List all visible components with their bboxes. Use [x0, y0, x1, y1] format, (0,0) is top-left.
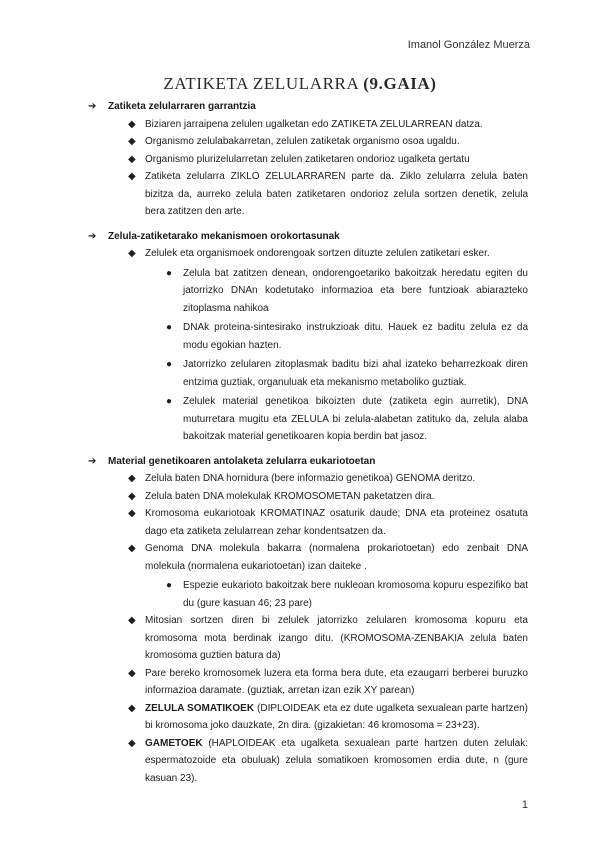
list-item	[88, 245, 528, 263]
list-item-text: Zelula baten DNA hornidura (bere informazio genetikoa) GENOMA deritzo.	[145, 473, 476, 484]
sub-list-item	[88, 265, 528, 318]
diamond-bullet-icon: ◆	[128, 667, 136, 679]
section-heading	[88, 228, 528, 246]
dot-bullet-icon: ●	[166, 267, 173, 279]
list-item-text: Organismo plurizelularretan zelulen zatiketaren ondorioz ugalketa gertatu	[145, 153, 470, 165]
list-item	[88, 488, 528, 506]
diamond-bullet-icon: ◆	[128, 136, 136, 147]
section-material-genetikoa	[88, 453, 528, 788]
header-author: Imanol González Muerza	[407, 39, 530, 51]
diamond-bullet-icon: ◆	[128, 702, 136, 714]
title-main: ZATIKETA ZELULARRA	[163, 74, 359, 93]
arrow-bullet-icon: ➔	[88, 230, 97, 242]
list-item-bold-term: GAMETOEK	[145, 737, 203, 749]
arrow-bullet-icon: ➔	[88, 455, 97, 467]
dot-bullet-icon: ●	[166, 322, 173, 333]
sub-list-item	[88, 356, 528, 391]
dot-bullet-icon: ●	[166, 396, 173, 407]
list-item-bold-term: ZELULA SOMATIKOEK	[145, 702, 255, 714]
list-item-text: Pare bereko kromosomek luzera eta forma bera dute, eta ezaugarri berberei buruzko informazioa daramate. (guztiak, arretan izan ezik XY parean)	[145, 667, 528, 696]
diamond-bullet-icon: ◆	[128, 615, 136, 626]
sub-list-item-text: Espezie eukarioto bakoitzak bere nukleoan kromosoma kopuru espezifiko bat du (gure kasuan 46; 23 pare)	[183, 580, 528, 609]
diamond-bullet-icon: ◆	[128, 248, 136, 259]
list-item-text: Organismo zelulabakarretan, zelulen zatiketak organismo osoa ugaldu.	[145, 136, 460, 147]
sub-list-item	[88, 319, 528, 354]
section-garrantzia	[88, 98, 528, 221]
document-body	[88, 98, 528, 794]
list-item	[88, 612, 528, 665]
dot-bullet-icon: ●	[166, 359, 173, 370]
list-item	[88, 540, 528, 575]
sub-list-item-text: DNAk proteina-sintesirako instrukzioak ditu. Hauek ez baditu zelula ez da modu egokian hazten.	[183, 322, 528, 351]
diamond-bullet-icon: ◆	[128, 153, 136, 165]
sub-list-item-text: Zelulek material genetikoa bikoizten dute (zatiketa egin aurretik), DNA muturretara mugitu eta ZELULA bi zelula-alabetan zatituko da, zelula alaba bakoitzak material genetikoaren kopia berdin bat jasoz.	[183, 396, 528, 442]
diamond-bullet-icon: ◆	[128, 543, 136, 554]
list-item-text: Genoma DNA molekula bakarra (normalena prokariotoetan) edo zenbait DNA molekula (normalena eukariotoetan) izan daiteke .	[145, 543, 528, 572]
diamond-bullet-icon: ◆	[128, 490, 136, 502]
diamond-bullet-icon: ◆	[128, 473, 136, 484]
list-item-text: Mitosian sortzen diren bi zelulek jatorrizko zelularen kromosoma kopuru eta kromosoma mota berdinak izango ditu. (KROMOSOMA-ZENBAKIA zelula baten kromosoma guztien batura da)	[145, 615, 528, 661]
list-item	[88, 133, 528, 151]
section-heading-text: Material genetikoaren antolaketa zelularra eukariotoetan	[108, 455, 376, 467]
list-item-text: Zelula baten DNA molekulak KROMOSOMETAN paketatzen dira.	[145, 490, 435, 502]
list-item-text: (DIPLOIDEAK eta ez dute ugalketa sexualean parte hartzen) bi kromosoma joko dauzkate, 2n dira. (gizakietan: 46 kromosoma = 23+23).	[145, 702, 528, 731]
list-item	[88, 505, 528, 540]
list-item	[88, 168, 528, 221]
list-item	[88, 470, 528, 488]
sub-list-item-text: Zelula bat zatitzen denean, ondorengoetariko bakoitzak heredatu egiten du jatorrizko DNAn kodetutako informazioa eta bere funtzioak abiarazteko zitoplasma nahikoa	[183, 267, 528, 314]
page-title	[0, 74, 600, 94]
diamond-bullet-icon: ◆	[128, 508, 136, 519]
list-item	[88, 700, 528, 735]
list-item	[88, 735, 528, 788]
list-item-text: Zatiketa zelularra ZIKLO ZELULARRAREN parte da. Ziklo zelularra zelula baten bizitza da, aurreko zelula baten zatiketaren ondorioz zelula sortzen denetik, zelula bera zatitzen den arte.	[145, 171, 528, 217]
section-heading	[88, 453, 528, 471]
list-item-text: (HAPLOIDEAK eta ugalketa sexualean parte hartzen duten zelulak: espermatozoide eta obuluak) zelula somatikoen kromosomen erdia dute, n (gure kasuan 23).	[145, 737, 528, 784]
sub-list-item-text: Jatorrizko zelularen zitoplasmak baditu bizi ahal izateko beharrezkoak diren entzima guztiak, organuluak eta mekanismo metaboliko guztiak.	[183, 359, 528, 388]
page-number: 1	[521, 799, 528, 811]
section-heading	[88, 98, 528, 116]
list-item-text: Zelulek eta organismoek ondorengoak sortzen dituzte zelulen zatiketari esker.	[145, 248, 490, 259]
list-item-text: Biziaren jarraipena zelulen ugalketan edo ZATIKETA ZELULARREAN datza.	[145, 118, 483, 130]
sub-list-item	[88, 577, 528, 612]
section-mekanismoak	[88, 228, 528, 446]
section-heading-text: Zatiketa zelularraren garrantzia	[108, 101, 256, 112]
diamond-bullet-icon: ◆	[128, 118, 136, 130]
list-item	[88, 665, 528, 700]
diamond-bullet-icon: ◆	[128, 171, 136, 182]
title-unit: (9.GAIA)	[363, 74, 437, 93]
diamond-bullet-icon: ◆	[128, 737, 136, 749]
list-item	[88, 116, 528, 134]
section-heading-text: Zelula-zatiketarako mekanismoen orokortasunak	[108, 230, 340, 242]
list-item-text: Kromosoma eukariotoak KROMATINAZ osaturik daude; DNA eta proteinez osatuta dago eta zatiketa zelularrean zehar kondentsatzen da.	[145, 508, 528, 537]
dot-bullet-icon: ●	[166, 580, 173, 591]
sub-list-item	[88, 393, 528, 446]
list-item	[88, 151, 528, 169]
arrow-bullet-icon: ➔	[88, 101, 97, 112]
